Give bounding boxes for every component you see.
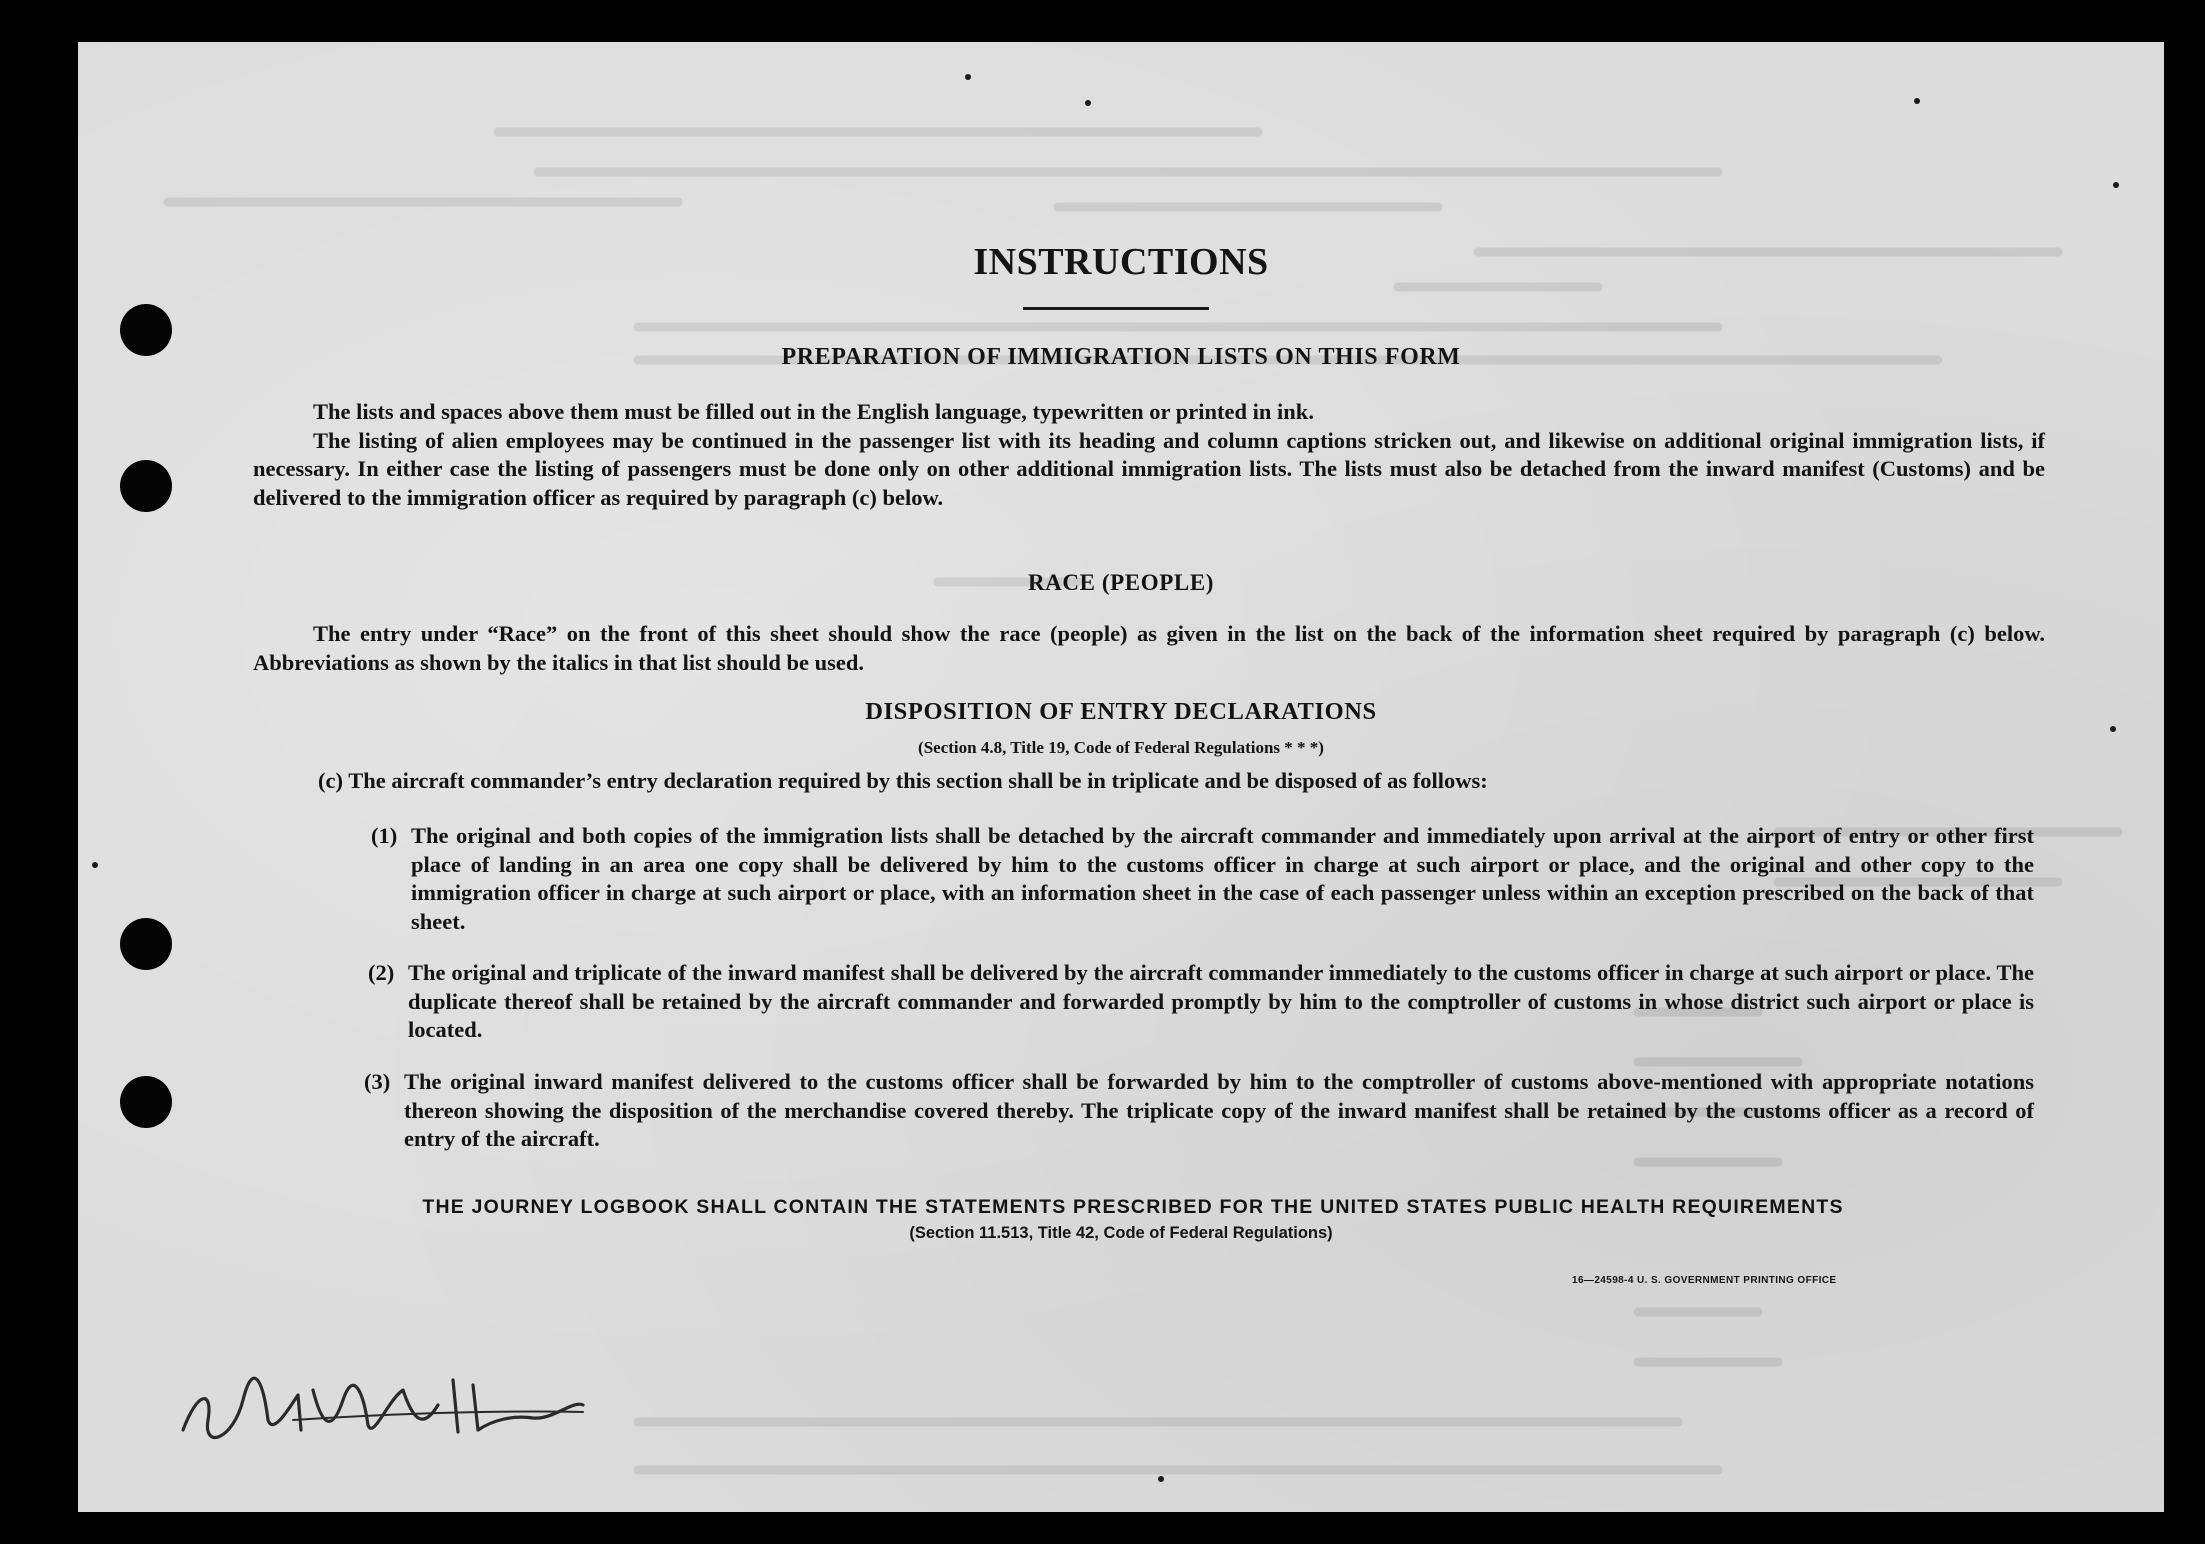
preparation-paragraph-2: The listing of alien employees may be continued in the passenger list with its heading and column captions stricken out, and likewise on additional original immigration lists, if necessary. In either case the listing of passengers must be done only on other additional immigration lists. The lists must also be detached from the inward manifest (Customs) and be delivered to the immigration officer as required by paragraph (c) below. xyxy=(253,427,2045,510)
logbook-citation: (Section 11.513, Title 42, Code of Federal Regulations) xyxy=(909,1224,1333,1242)
logbook-statement: THE JOURNEY LOGBOOK SHALL CONTAIN THE STATEMENTS PRESCRIBED FOR THE UNITED STATES PUBLIC HEALTH REQUIREMENTS xyxy=(422,1196,1844,1218)
race-paragraph: The entry under “Race” on the front of this sheet should show the race (people) as given in the list on the back of the information sheet required by paragraph (c) below. Abbreviations as shown by the italics in that list should be used. xyxy=(253,621,2045,675)
disposition-item-number: (2) xyxy=(368,960,395,985)
disposition-item-text: The original and triplicate of the inward manifest shall be delivered by the aircraft commander immediately to the customs officer in charge at such airport or place. The duplicate thereof shall be retained by the aircraft commander and forwarded promptly by him to the comptroller of customs in whose district such airport or place is located. xyxy=(408,960,2034,1042)
handwritten-signature xyxy=(173,1360,593,1450)
disposition-item-text: The original and both copies of the immigration lists shall be detached by the aircraft commander and immediately upon arrival at the airport of entry or other first place of landing in an area one copy shall be delivered by him to the customs officer in charge at such airport or place, and the original and other copy to the immigration officer in charge at such airport or place, with an information sheet in the case of each passenger unless within an exception prescribed on the back of that sheet. xyxy=(411,823,2034,934)
punch-hole xyxy=(120,918,172,970)
race-body xyxy=(253,620,2045,677)
ink-speck xyxy=(2110,726,2116,732)
disposition-item-1 xyxy=(371,822,2034,936)
ink-speck xyxy=(965,74,971,80)
disposition-item-number: (3) xyxy=(364,1069,391,1094)
preparation-body xyxy=(253,398,2045,512)
preparation-heading: PREPARATION OF IMMIGRATION LISTS ON THIS FORM xyxy=(781,344,1461,370)
ink-speck xyxy=(1158,1476,1164,1482)
ink-speck xyxy=(1085,100,1091,106)
disposition-item-text: The original inward manifest delivered to the customs officer shall be forwarded by him to the comptroller of customs above-mentioned with appropriate notations thereon showing the disposition of the merchandise covered thereby. The triplicate copy of the inward manifest shall be retained by the customs officer as a record of entry of the aircraft. xyxy=(404,1069,2034,1151)
disposition-citation: (Section 4.8, Title 19, Code of Federal Regulations * * *) xyxy=(918,738,1324,757)
title-underline xyxy=(1023,307,1209,310)
disposition-item-2 xyxy=(368,959,2034,1045)
disposition-item-3 xyxy=(364,1068,2034,1154)
disposition-intro: (c) The aircraft commander’s entry declaration required by this section shall be in triplicate and be disposed of as follows: xyxy=(318,768,1488,793)
disposition-heading: DISPOSITION OF ENTRY DECLARATIONS xyxy=(865,698,1377,725)
ink-speck xyxy=(92,862,98,868)
preparation-paragraph-1: The lists and spaces above them must be filled out in the English language, typewritten or printed in ink. xyxy=(313,399,1314,424)
punch-hole xyxy=(120,1076,172,1128)
instructions-title: INSTRUCTIONS xyxy=(973,241,1269,283)
disposition-item-number: (1) xyxy=(371,823,398,848)
ink-speck xyxy=(2113,182,2119,188)
punch-hole xyxy=(120,460,172,512)
race-heading: RACE (PEOPLE) xyxy=(1027,570,1215,595)
document-page xyxy=(78,42,2164,1512)
ink-speck xyxy=(1914,98,1920,104)
printing-office-code: 16—24598-4 U. S. GOVERNMENT PRINTING OFFICE xyxy=(1572,1275,1837,1286)
